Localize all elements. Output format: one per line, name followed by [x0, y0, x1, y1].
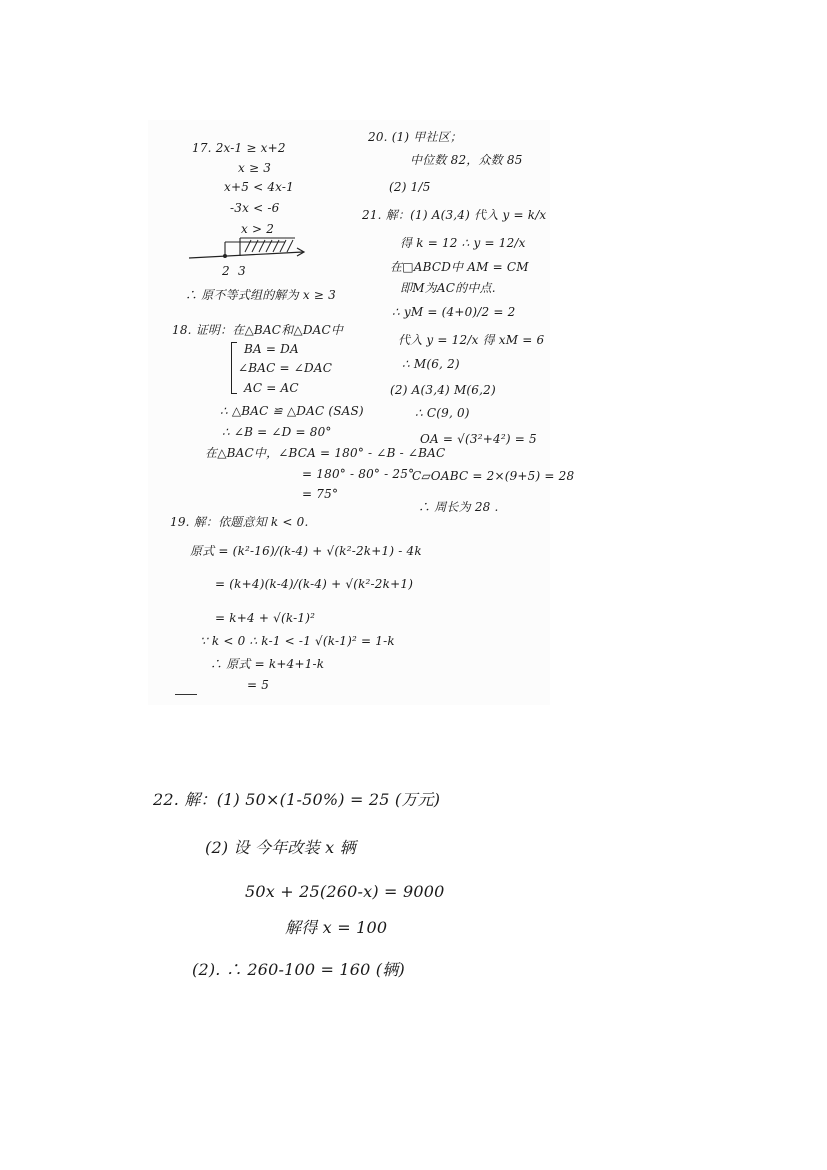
- q22-line-1: 22. 解：(1) 50×(1-50%) = 25 (万元): [153, 790, 441, 809]
- q21-line-2: 得 k = 12 ∴ y = 12/x: [400, 236, 526, 250]
- q19-line-3: = (k+4)(k-4)/(k-4) + √(k²-2k+1): [215, 577, 414, 591]
- q17-line-1: 17. 2x-1 ≥ x+2: [192, 141, 286, 155]
- q17-line-2: x ≥ 3: [238, 161, 272, 175]
- q21-line-1: 21. 解：(1) A(3,4) 代入 y = k/x: [362, 208, 547, 222]
- q21-line-3: 在□ABCD中 AM = CM: [390, 260, 529, 274]
- number-line-tick-3: 3: [238, 264, 246, 278]
- margin-dash: [175, 694, 197, 695]
- q18-brace: [231, 342, 237, 394]
- q21-line-8: (2) A(3,4) M(6,2): [390, 383, 496, 397]
- q21-line-12: ∴ 周长为 28 .: [418, 500, 499, 514]
- q19-line-4: = k+4 + √(k-1)²: [215, 611, 316, 625]
- number-line-tick-2: 2: [222, 264, 230, 278]
- q19-line-5: ∵ k < 0 ∴ k-1 < -1 √(k-1)² = 1-k: [200, 634, 395, 648]
- q19-line-2: 原式 = (k²-16)/(k-4) + √(k²-2k+1) - 4k: [190, 544, 422, 558]
- q22-line-5: (2). ∴ 260-100 = 160 (辆): [192, 960, 405, 979]
- q17-line-4: -3x < -6: [230, 201, 280, 215]
- q18-brace-line-1: BA = DA: [244, 342, 299, 356]
- q20-line-1: 20. (1) 甲社区；: [368, 130, 463, 144]
- q18-line-1: 18. 证明：在△BAC和△DAC中: [172, 323, 344, 337]
- q21-line-5: ∴ yM = (4+0)/2 = 2: [392, 305, 516, 319]
- q18-brace-line-2: ∠BAC = ∠DAC: [238, 361, 333, 375]
- q17-line-3: x+5 < 4x-1: [224, 180, 295, 194]
- q20-line-2: 中位数 82，众数 85: [410, 153, 523, 167]
- q21-line-11: C▱OABC = 2×(9+5) = 28: [412, 469, 575, 483]
- q22-line-3: 50x + 25(260-x) = 9000: [245, 882, 445, 901]
- q22-line-4: 解得 x = 100: [285, 918, 388, 937]
- q19-line-6: ∴ 原式 = k+4+1-k: [210, 657, 325, 671]
- q17-conclusion: ∴ 原不等式组的解为 x ≥ 3: [185, 288, 336, 302]
- q21-line-7: ∴ M(6, 2): [402, 357, 460, 371]
- q18-line-6: = 75°: [302, 487, 339, 501]
- q20-line-3: (2) 1/5: [389, 180, 431, 194]
- q18-line-4: 在△BAC中，∠BCA = 180° - ∠B - ∠BAC: [205, 446, 446, 460]
- q18-brace-line-3: AC = AC: [244, 381, 299, 395]
- q21-line-6: 代入 y = 12/x 得 xM = 6: [398, 333, 545, 347]
- q18-line-2: ∴ △BAC ≌ △DAC (SAS): [220, 404, 364, 418]
- q19-line-7: = 5: [247, 678, 270, 692]
- q19-line-1: 19. 解：依题意知 k < 0.: [170, 515, 309, 529]
- q18-line-3: ∴ ∠B = ∠D = 80°: [222, 425, 332, 439]
- q21-line-9: ∴ C(9, 0): [415, 406, 470, 420]
- q21-line-10: OA = √(3²+4²) = 5: [420, 432, 537, 446]
- q17-line-5: x > 2: [241, 222, 275, 236]
- q18-line-5: = 180° - 80° - 25°: [302, 467, 415, 481]
- q21-line-4: 即M为AC的中点.: [400, 281, 496, 295]
- q22-line-2: (2) 设 今年改装 x 辆: [205, 838, 356, 857]
- number-line-diagram: [185, 232, 310, 264]
